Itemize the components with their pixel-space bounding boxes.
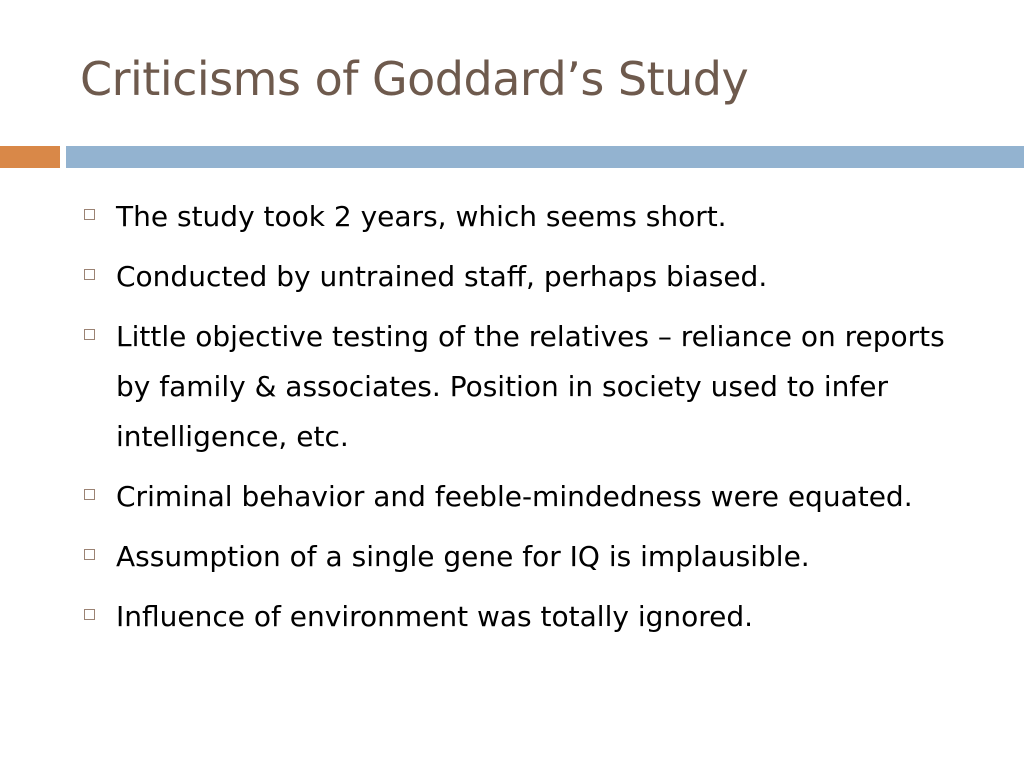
square-bullet-icon bbox=[84, 549, 95, 560]
bullet-text: Assumption of a single gene for IQ is implausible. bbox=[116, 540, 810, 573]
bullet-text: Conducted by untrained staff, perhaps biased. bbox=[116, 260, 768, 293]
slide-title: Criticisms of Goddard’s Study bbox=[80, 52, 749, 106]
bullet-item bbox=[80, 592, 980, 642]
bullet-list bbox=[80, 192, 980, 652]
square-bullet-icon bbox=[84, 209, 95, 220]
bullet-text: The study took 2 years, which seems short. bbox=[116, 200, 727, 233]
bullet-text: Little objective testing of the relatives – reliance on reports by family & associates. Position in society used to infer intelligence, etc. bbox=[116, 320, 945, 453]
bullet-item bbox=[80, 192, 980, 242]
bullet-item bbox=[80, 312, 980, 462]
square-bullet-icon bbox=[84, 489, 95, 500]
square-bullet-icon bbox=[84, 329, 95, 340]
bullet-item bbox=[80, 472, 980, 522]
accent-bar bbox=[0, 146, 60, 168]
bullet-item bbox=[80, 252, 980, 302]
header-bar bbox=[66, 146, 1024, 168]
square-bullet-icon bbox=[84, 609, 95, 620]
bullet-text: Criminal behavior and feeble-mindedness were equated. bbox=[116, 480, 913, 513]
bullet-item bbox=[80, 532, 980, 582]
square-bullet-icon bbox=[84, 269, 95, 280]
bullet-text: Influence of environment was totally ignored. bbox=[116, 600, 754, 633]
